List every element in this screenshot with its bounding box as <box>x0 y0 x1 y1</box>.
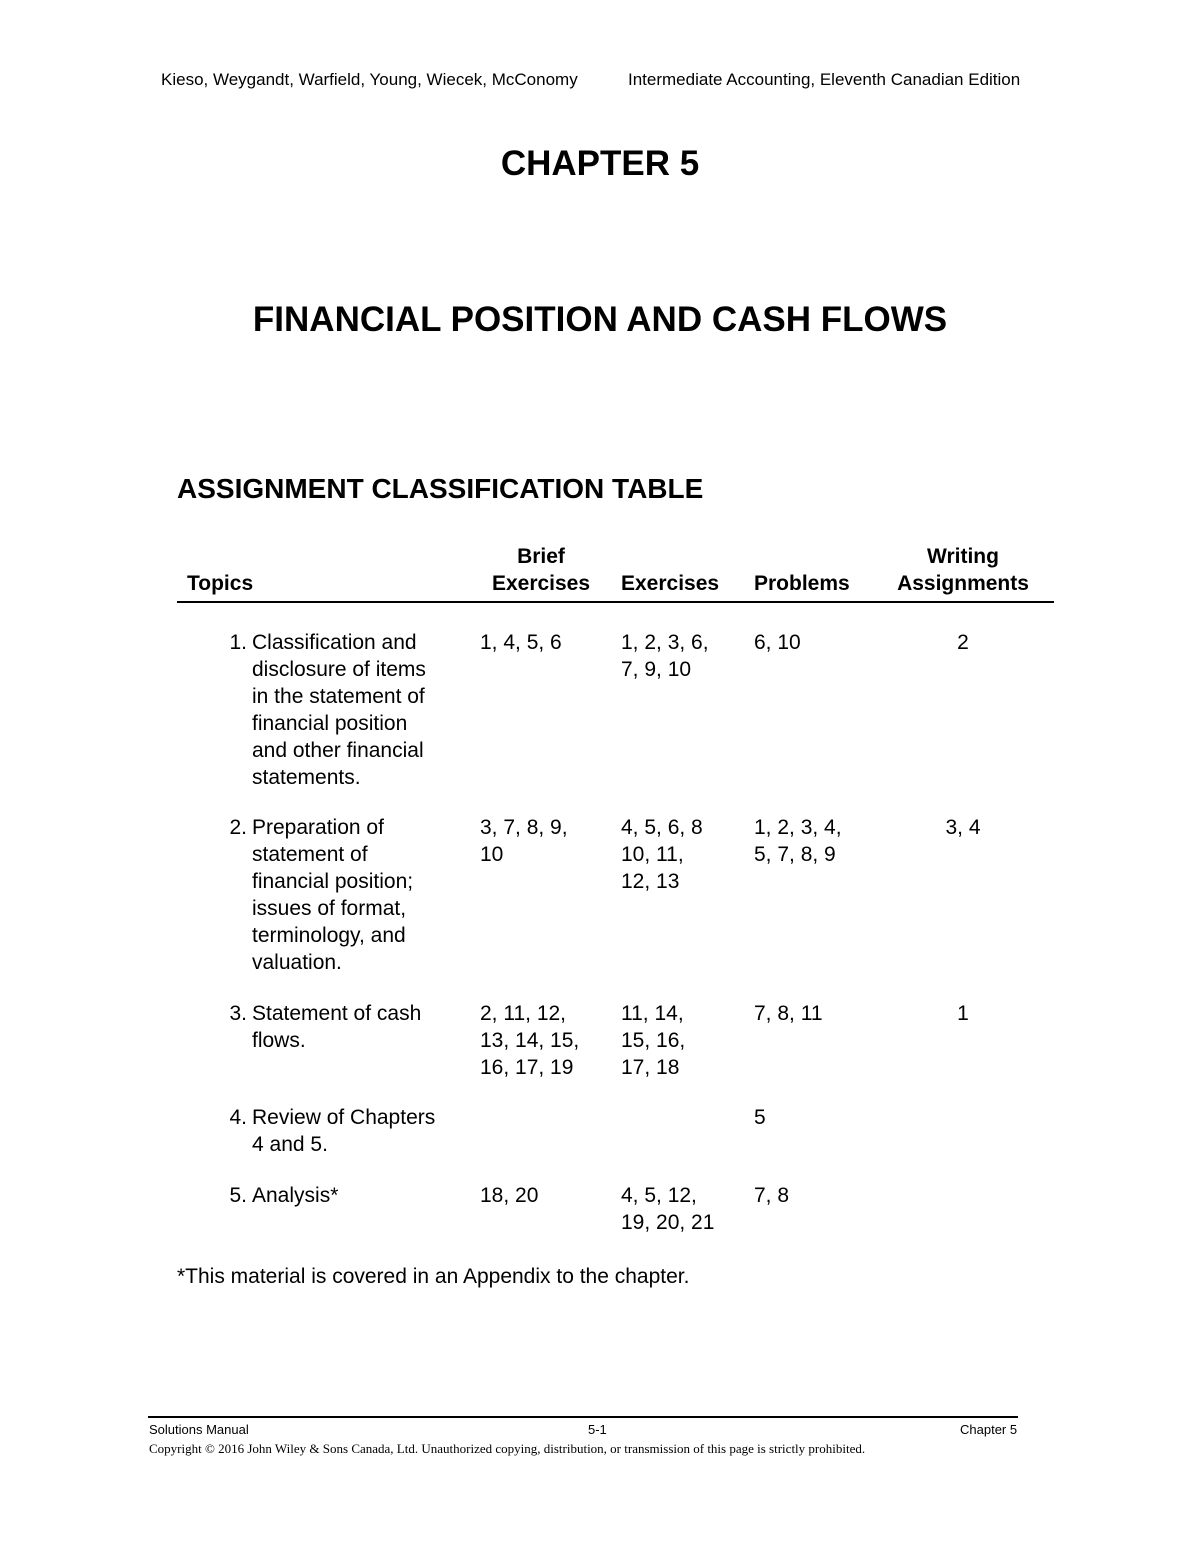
exercises-cell: 4, 5, 6, 8 10, 11, 12, 13 <box>621 816 703 893</box>
problems-cell: 7, 8 <box>754 1184 790 1207</box>
topic-number: 3. <box>229 1002 247 1025</box>
topic-number: 4. <box>229 1106 247 1129</box>
chapter-subtitle: FINANCIAL POSITION AND CASH FLOWS <box>252 300 948 339</box>
topic-number: 1. <box>229 631 247 654</box>
header-problems: Problems <box>754 572 850 595</box>
brief-exercises-cell: 3, 7, 8, 9, 10 <box>480 816 568 866</box>
writing-assignments-cell: 3, 4 <box>945 816 981 839</box>
brief-exercises-cell: 2, 11, 12, 13, 14, 15, 16, 17, 19 <box>480 1002 580 1079</box>
header-topics: Topics <box>187 572 254 595</box>
topic-text: Preparation of statement of financial position; issues of format, terminology, and valuation. <box>252 816 414 974</box>
copyright-notice: Copyright © 2016 John Wiley & Sons Canada, Ltd. Unauthorized copying, distribution, or transmission of this page is strictly prohibited. <box>149 1441 866 1456</box>
problems-cell: 1, 2, 3, 4, 5, 7, 8, 9 <box>754 816 842 866</box>
header-brief-exercises: Brief Exercises <box>491 545 591 595</box>
topic-text: Classification and disclosure of items in the statement of financial position and other financial statements. <box>252 631 426 789</box>
exercises-cell: 4, 5, 12, 19, 20, 21 <box>621 1184 715 1234</box>
problems-cell: 7, 8, 11 <box>754 1002 823 1025</box>
section-title: ASSIGNMENT CLASSIFICATION TABLE <box>177 473 704 504</box>
topic-number: 5. <box>229 1184 247 1207</box>
appendix-footnote: *This material is covered in an Appendix to the chapter. <box>177 1265 690 1288</box>
topic-text: Review of Chapters 4 and 5. <box>252 1106 436 1156</box>
writing-assignments-cell: 2 <box>957 631 969 654</box>
exercises-cell: 11, 14, 15, 16, 17, 18 <box>621 1002 686 1079</box>
brief-exercises-cell: 18, 20 <box>480 1184 539 1207</box>
header-writing-assignments: Writing Assignments <box>897 545 1029 595</box>
footer-divider <box>148 1416 1018 1418</box>
writing-assignments-cell: 1 <box>957 1002 969 1025</box>
running-head-authors: Kieso, Weygandt, Warfield, Young, Wiecek, McConomy <box>161 70 578 89</box>
chapter-title: CHAPTER 5 <box>500 144 700 183</box>
problems-cell: 6, 10 <box>754 631 801 654</box>
brief-exercises-cell: 1, 4, 5, 6 <box>480 631 562 654</box>
topic-text: Statement of cash flows. <box>252 1002 422 1052</box>
topic-number: 2. <box>229 816 247 839</box>
header-exercises: Exercises <box>621 572 720 595</box>
topic-text: Analysis* <box>252 1184 339 1207</box>
header-divider <box>177 601 1054 603</box>
exercises-cell: 1, 2, 3, 6, 7, 9, 10 <box>621 631 709 681</box>
footer-page-number: 5-1 <box>588 1422 607 1437</box>
footer-chapter-label: Chapter 5 <box>960 1422 1018 1437</box>
running-head-book-title: Intermediate Accounting, Eleventh Canadian Edition <box>628 70 1021 89</box>
footer-manual-label: Solutions Manual <box>149 1422 249 1437</box>
problems-cell: 5 <box>754 1106 766 1129</box>
